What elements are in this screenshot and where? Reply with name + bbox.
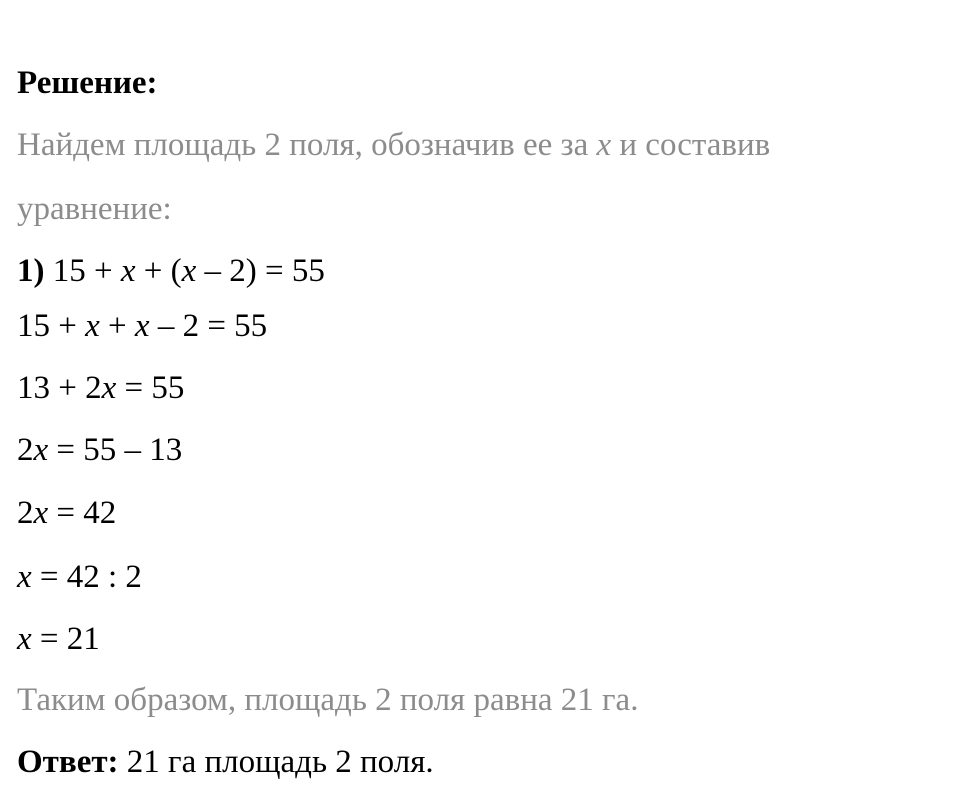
answer-text: 21 га площадь 2 поля. xyxy=(118,744,434,780)
equation-text: 15 + xyxy=(17,308,86,344)
equation-step-4 xyxy=(17,430,182,470)
intro-variable: x xyxy=(596,127,612,163)
equation-variable: x xyxy=(33,495,49,531)
intro-line-2: уравнение: xyxy=(17,191,172,227)
equation-variable: x xyxy=(101,370,117,406)
equation-step-2 xyxy=(17,306,267,346)
equation-variable: x xyxy=(181,253,197,289)
intro-line-1 xyxy=(17,125,770,165)
equation-text: 2 xyxy=(17,432,34,468)
equation-variable: x xyxy=(120,253,136,289)
equation-variable: x xyxy=(17,559,32,595)
solution-heading: Решение: xyxy=(17,65,158,101)
equation-step-6 xyxy=(17,557,142,597)
equation-step-5 xyxy=(17,493,116,533)
equation-text: + xyxy=(99,308,135,344)
equation-text: 15 + xyxy=(44,253,121,289)
equation-step-1 xyxy=(17,251,325,291)
conclusion-text: Таким образом, площадь 2 поля равна 21 га. xyxy=(17,682,639,718)
answer-label: Ответ: xyxy=(17,744,119,780)
equation-text: 2 xyxy=(17,495,34,531)
equation-variable: x xyxy=(134,308,150,344)
step-number: 1) xyxy=(17,253,45,289)
equation-text: 13 + 2 xyxy=(17,370,102,406)
equation-text: = 55 xyxy=(116,370,185,406)
equation-step-3 xyxy=(17,368,184,408)
equation-variable: x xyxy=(33,432,49,468)
equation-variable: x xyxy=(85,308,100,344)
intro-text-part2: и составив xyxy=(611,127,771,163)
equation-text: = 42 : 2 xyxy=(31,559,142,595)
answer-line xyxy=(17,742,434,782)
equation-variable: x xyxy=(17,621,32,657)
intro-text-part1: Найдем площадь 2 поля, обозначив ее за xyxy=(17,127,597,163)
equation-text: – 2) = 55 xyxy=(196,253,325,289)
equation-text: = 55 – 13 xyxy=(48,432,183,468)
equation-text: + ( xyxy=(135,253,182,289)
equation-text: = 21 xyxy=(31,621,100,657)
equation-text: – 2 = 55 xyxy=(149,308,268,344)
equation-step-7 xyxy=(17,619,100,659)
equation-text: = 42 xyxy=(48,495,117,531)
